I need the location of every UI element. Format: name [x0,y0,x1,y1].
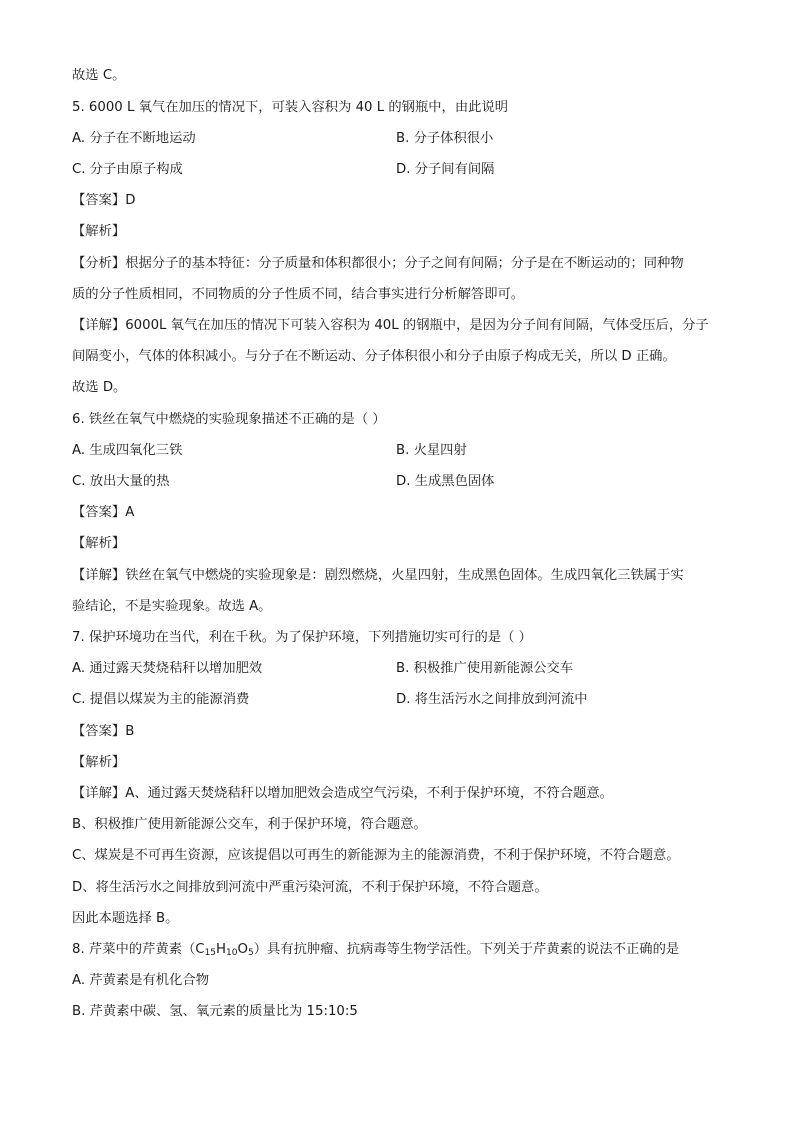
q7-conclusion: 因此本题选择 B。 [72,911,179,926]
q7-detail-line-4: D、将生活污水之间排放到河流中严重污染河流，不利于保护环境，不符合题意。 [72,880,548,895]
detail-tag: 【详解】 [72,318,126,333]
q5-stem: 5. 6000 L 氧气在加压的情况下，可装入容积为 40 L 的钢瓶中，由此说明 [72,100,509,115]
q6-detail-line-1 [72,566,684,586]
q4-conclusion: 故选 C。 [72,68,126,83]
q7-detail-line-1 [72,784,613,804]
detail-text: 6000L 氧气在加压的情况下可装入容积为 40L 的钢瓶中，是因为分子间有间隔，气体受压后，分子 [125,318,709,333]
q6-stem: 6. 铁丝在氧气中燃烧的实验现象描述不正确的是（ ） [72,412,386,427]
q5-detail-line-2: 间隔变小，气体的体积减小。与分子在不断运动、分子体积很小和分子由原子构成无关，所以 D 正确。 [72,349,676,364]
answer-value: A [125,505,135,520]
q7-detail-line-2: B、积极推广使用新能源公交车，利于保护环境，符合题意。 [72,817,427,832]
analysis-tag: 【分析】 [72,256,126,271]
formula-subscript-o: 5 [247,948,254,958]
q5-option-d: D. 分子间有间隔 [396,162,495,177]
detail-tag: 【详解】 [72,568,126,583]
formula-o: O [237,942,248,957]
q8-stem-pre: 8. 芹菜中的芹黄素（C [72,942,205,957]
q8-stem [72,940,679,963]
q7-detail-line-3: C、煤炭是不可再生资源，应该提倡以可再生的新能源为主的能源消费，不利于保护环境，不符合题意。 [72,848,680,863]
q5-jiexi-tag: 【解析】 [72,224,126,239]
answer-value: D [125,193,136,208]
detail-text: 铁丝在氧气中燃烧的实验现象是：剧烈燃烧，火星四射，生成黑色固体。生成四氧化三铁属于实 [125,568,684,583]
q8-stem-post: ）具有抗肿瘤、抗病毒等生物学活性。下列关于芹黄素的说法不正确的是 [253,942,680,957]
analysis-text: 根据分子的基本特征：分子质量和体积都很小；分子之间有间隔；分子是在不断运动的；同种物 [125,256,684,271]
answer-tag: 【答案】 [72,724,126,739]
q5-option-a: A. 分子在不断地运动 [72,131,196,146]
q8-option-a: A. 芹黄素是有机化合物 [72,973,209,988]
q5-analysis-line-1 [72,254,684,274]
q6-detail-line-2: 验结论，不是实验现象。故选 A。 [72,599,272,614]
q5-detail-line-1 [72,316,709,336]
q7-option-d: D. 将生活污水之间排放到河流中 [396,692,588,707]
q5-option-b: B. 分子体积很小 [396,131,494,146]
formula-subscript-c: 15 [204,948,217,958]
q5-option-c: C. 分子由原子构成 [72,162,183,177]
formula-subscript-h: 10 [226,948,238,958]
q7-jiexi-tag: 【解析】 [72,755,126,770]
answer-tag: 【答案】 [72,193,126,208]
q7-option-a: A. 通过露天焚烧秸秆以增加肥效 [72,661,263,676]
q7-option-c: C. 提倡以煤炭为主的能源消费 [72,692,250,707]
detail-tag: 【详解】 [72,786,126,801]
q5-answer [72,191,135,211]
q7-answer [72,722,134,742]
answer-value: B [125,724,135,739]
q7-option-b: B. 积极推广使用新能源公交车 [396,661,574,676]
answer-tag: 【答案】 [72,505,126,520]
q5-analysis-line-2: 质的分子性质相同，不同物质的分子性质不同，结合事实进行分析解答即可。 [72,287,525,302]
q7-stem: 7. 保护环境功在当代，利在千秋。为了保护环境，下列措施切实可行的是（ ） [72,630,532,645]
q6-option-c: C. 放出大量的热 [72,474,170,489]
q6-option-a: A. 生成四氧化三铁 [72,443,183,458]
q8-option-b: B. 芹黄素中碳、氢、氧元素的质量比为 15:10:5 [72,1004,358,1019]
q6-jiexi-tag: 【解析】 [72,536,126,551]
detail-text: A、通过露天焚烧秸秆以增加肥效会造成空气污染，不利于保护环境，不符合题意。 [125,786,613,801]
q6-option-d: D. 生成黑色固体 [396,474,495,489]
q6-option-b: B. 火星四射 [396,443,467,458]
q6-answer [72,503,134,523]
q5-conclusion: 故选 D。 [72,380,127,395]
formula-h: H [216,942,227,957]
